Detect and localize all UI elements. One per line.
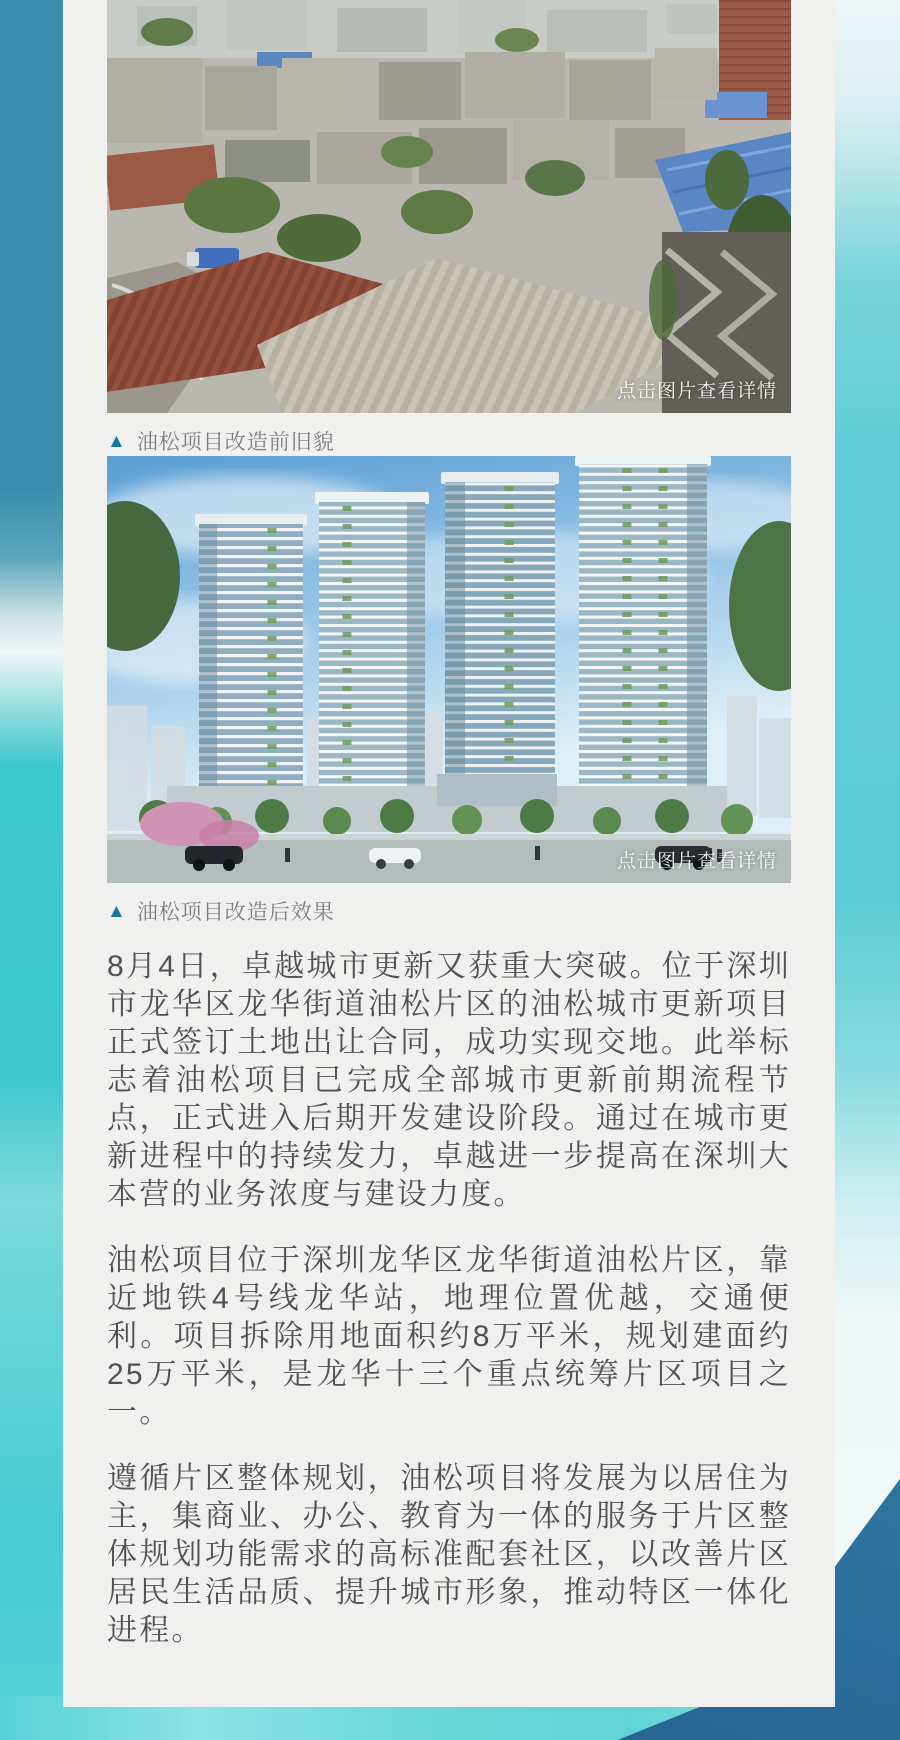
caption-text: 油松项目改造前旧貌 <box>136 431 335 454</box>
before-renovation-photo[interactable] <box>107 0 791 413</box>
old-district-aerial-image <box>107 0 791 413</box>
caption-triangle-icon: ▲ <box>107 900 127 922</box>
article-body <box>107 948 791 1650</box>
photo-click-hint: 点击图片查看详情 <box>616 851 777 872</box>
caption-triangle-icon: ▲ <box>107 430 127 452</box>
after-renovation-photo[interactable] <box>107 456 791 883</box>
article-card <box>63 0 835 1707</box>
photo-caption-before <box>107 426 791 456</box>
paragraph-1: 8月4日，卓越城市更新又获重大突破。位于深圳市龙华区龙华街道油松片区的油松城市更新项目正式签订土地出让合同，成功实现交地。此举标志着油松项目已完成全部城市更新前期流程节点，正式进入后期开发建设阶段。通过在城市更新进程中的持续发力，卓越进一步提高在深圳大本营的业务浓度与建设力度。 <box>107 950 791 1211</box>
background-right-band <box>828 0 900 1740</box>
photo-caption-after <box>107 896 791 926</box>
new-towers-rendering-image <box>107 456 791 883</box>
caption-text: 油松项目改造后效果 <box>136 901 335 924</box>
background-left-band <box>0 0 70 1740</box>
paragraph-2: 油松项目位于深圳龙华区龙华街道油松片区，靠近地铁4号线龙华站，地理位置优越，交通便利。项目拆除用地面积约8万平米，规划建面约25万平米，是龙华十三个重点统筹片区项目之一。 <box>107 1244 791 1429</box>
photo-click-hint: 点击图片查看详情 <box>616 381 777 402</box>
paragraph-3: 遵循片区整体规划，油松项目将发展为以居住为主，集商业、办公、教育为一体的服务于片区整体规划功能需求的高标准配套社区，以改善片区居民生活品质、提升城市形象，推动特区一体化进程。 <box>107 1462 791 1647</box>
